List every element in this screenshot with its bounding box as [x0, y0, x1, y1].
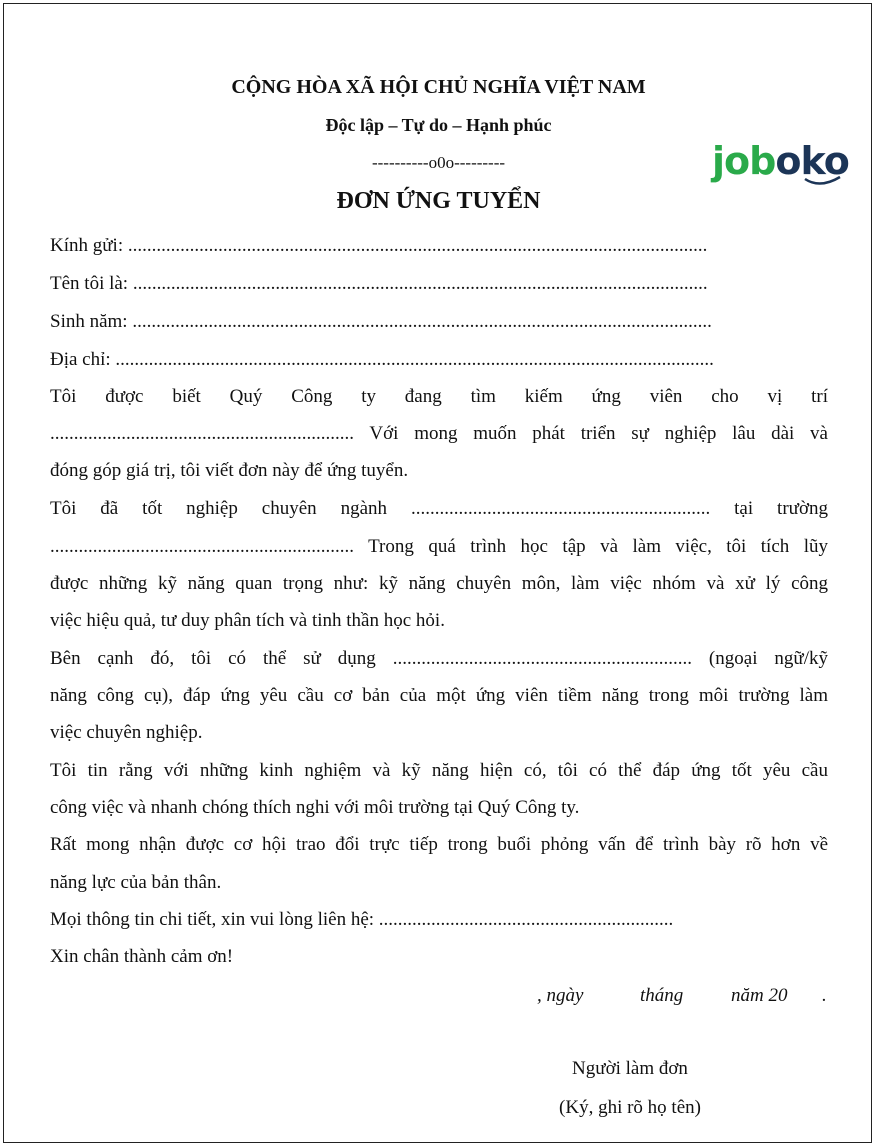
body-line: Kính gửi: ..........................................................................................................................: [50, 235, 708, 256]
body-line: Tôi tin rằng với những kinh nghiệm và kỹ năng hiện có, tôi có thể đáp ứng tốt yêu cầu: [50, 760, 828, 781]
body-line: Xin chân thành cảm ơn!: [50, 946, 234, 967]
body-line: năng công cụ), đáp ứng yêu cầu cơ bản của một ứng viên tiềm năng trong môi trường làm: [50, 685, 828, 706]
body-line: Sinh năm: ..........................................................................................................................: [50, 311, 712, 332]
body-line: Tôi đã tốt nghiệp chuyên ngành ............................................................... tại trường: [50, 498, 828, 519]
date-year-label: năm 20: [731, 985, 788, 1006]
body-line: Địa chỉ: ..............................................................................................................................: [50, 349, 714, 370]
body-line: Bên cạnh đó, tôi có thể sử dụng ............................................................... (ngoại ngữ/kỹ: [50, 648, 828, 669]
date-end: .: [822, 985, 827, 1006]
document-title: ĐƠN ỨNG TUYỂN: [336, 188, 541, 214]
body-line: ................................................................ Trong quá trình học tập và làm việc, tôi tích lũy: [50, 536, 828, 557]
svg-text:joboko: joboko: [712, 141, 849, 183]
body-line: năng lực của bản thân.: [50, 872, 222, 893]
date-month-label: tháng: [640, 985, 684, 1006]
body-line: ................................................................ Với mong muốn phát triển sự nghiệp lâu dài và: [50, 423, 828, 444]
body-line: Mọi thông tin chi tiết, xin vui lòng liên hệ: ..............................................................: [50, 909, 674, 930]
date-line: [0, 985, 877, 1009]
body-line: Rất mong nhận được cơ hội trao đổi trực tiếp trong buổi phỏng vấn để trình bày rõ hơn về: [50, 834, 828, 855]
date-day-label: , ngày: [537, 985, 584, 1006]
body-line: việc hiệu quả, tư duy phân tích và tinh thần học hỏi.: [50, 610, 445, 631]
body-line: Tên tôi là: .........................................................................................................................: [50, 273, 708, 294]
body-line: được những kỹ năng quan trọng như: kỹ năng chuyên môn, làm việc nhóm và xử lý công: [50, 573, 828, 594]
national-title: CỘNG HÒA XÃ HỘI CHỦ NGHĨA VIỆT NAM: [231, 76, 646, 98]
motto: Độc lập – Tự do – Hạnh phúc: [325, 115, 552, 135]
signature-note: (Ký, ghi rõ họ tên): [559, 1097, 701, 1118]
body-line: việc chuyên nghiệp.: [50, 722, 203, 743]
body-line: đóng góp giá trị, tôi viết đơn này để ứng tuyển.: [50, 460, 409, 481]
body-line: Tôi được biết Quý Công ty đang tìm kiếm ứng viên cho vị trí: [50, 386, 828, 407]
joboko-logo: [710, 141, 850, 193]
divider-text: ----------o0o---------: [371, 153, 506, 172]
signature-title: Người làm đơn: [572, 1058, 688, 1079]
body-line: công việc và nhanh chóng thích nghi với môi trường tại Quý Công ty.: [50, 797, 580, 818]
